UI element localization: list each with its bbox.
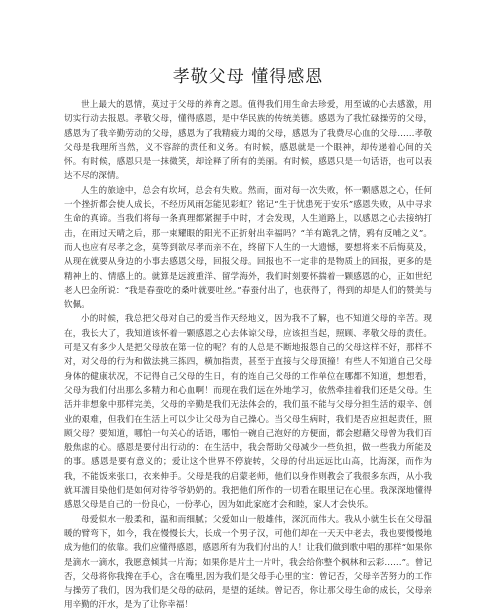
paragraph: 世上最大的恩情，莫过于父母的养育之恩。值得我们用生命去珍爱，用至诚的心去感激，用切实行动去报恩。孝敬父母，懂得感恩，是中华民族的传统美德。感恩为了我忙碌操劳的父母，感恩为了我辛勤劳动的父母，感恩为了我精疲力竭的父母，感恩为了我费尽心血的父母……孝敬父母是我理所当然，义不容辞的责任和义务。有时候，感恩就是一个眼神，却传递着心间的关怀。有时候，感恩只是一抹微笑，却诠释了所有的美丽。有时候，感恩只是一句话语，也可以表达不尽的深情。: [64, 100, 432, 182]
paragraph: 小的时候，我总把父母对自己的爱当作天经地义，因为我不了解，也不知道父母的辛苦。现在，我长大了，我知道该怀着一颗感恩之心去体谅父母，应该担当起，照顾、孝敬父母的责任。可是又有多少人是把父母放在第一位的呢？有的人总是不断地报怨自己的父母这样不好，那样不对，对父母的行为和做法挑三拣四，横加指责，甚至于直接与父母顶撞！有些人不知道自己父母身体的健康状况，不记得自己父母的生日，有的连自己父母的工作单位在哪都不知道，想想看，父母为我们付出那么多精力和心血啊！而现在我们远在外地学习，依然牵挂着我们还是父母。生活并非想象中那样完美，父母的辛勤是我们无法体会的，我们虽不能与父母分担生活的艰辛、创业的艰难，但我们在生活上可以少让父母为自己操心。当父母生病时，我们是否应担起责任，照顾父母？要知道，哪怕一句关心的话语，哪怕一碗自己泡好的方便面，都会慰藉父母曾为我们百般焦虑的心。感恩是要付出行动的：在生活中，我会帮助父母减少一些负担，做一些我力所能及的事。感恩是要有意义的；爱让这个世界不停旋转，父母的付出远远比山高，比海深，而作为我，不能饭来张口，衣来伸手。父母是我的启蒙老师，他们以身作则教会了我很多东西，从小我就耳濡目染他们是如何对待爷爷奶奶的。我把他们所作的一切看在眼里记在心里。我深深地懂得感恩父母是自己的一份良心，一份孝心，因为如此家庭才会和睦，家人才会快乐。: [64, 314, 432, 511]
paragraph: 母爱似水一般柔和，温和而细腻；父爱如山一般雄伟，深沉而伟大。我从小就生长在父母温暖的臂弯下，如今，我在慢慢长大，长成一个男子汉，可他们却在一天天中老去，我也要慢慢地成为他们的依靠。我们应懂得感恩，感恩所有为我们付出的人！让我们做到歌中唱的那样“如果你是滴水一滴水，我愿意倾其一片海；如果你是片土一片叶，我会给你整个枫林和云彩……”。曾记否，父母将你我搀在手心，含在嘴里,因为我们是父母手心里的宝：曾记否，父母辛苦努力的工作与操劳了我们，因为我们是父母的砝码，是望的延续。曾记否，你让那父母生命的成长，父母亲用辛勤的汗水，是为了让你幸福！: [64, 514, 432, 611]
article-body: [64, 98, 432, 613]
page-title: 孝敬父母 懂得感恩: [172, 67, 324, 87]
paragraph: 人生的旅途中，总会有坎坷，总会有失败。然而，面对每一次失败，怀一颗感恩之心，任何一个挫折都会使人成长，不经历风雨怎能见彩虹？铭记“生于忧患死于安乐”感恩失败，从中寻求生命的真谛。当我们将每一条真理都紧握手中时，才会发现，人生道路上，以感恩之心去接纳打击，在雨过天晴之后，那一束耀眼的阳光不正折射出幸福吗？“羊有跪乳之情，鸦有反哺之义”。而人也应有尽孝之念，莫等到欲尽孝而亲不在，终留下人生的一大遗憾，要想将来不后悔莫及，从现在就要从身边的小事去感恩父母，回报父母。回报也不一定非的是物质上的回报，更多的是精神上的、情感上的。就算是远渡重洋、留学海外，我们时刻要怀揣着一颗感恩的心，正如世纪老人巴金所说：“我是春蚕吃的桑叶就要吐丝。”春蚕付出了，也获得了，得到的却是人们的赞美与钦佩。: [64, 185, 432, 311]
